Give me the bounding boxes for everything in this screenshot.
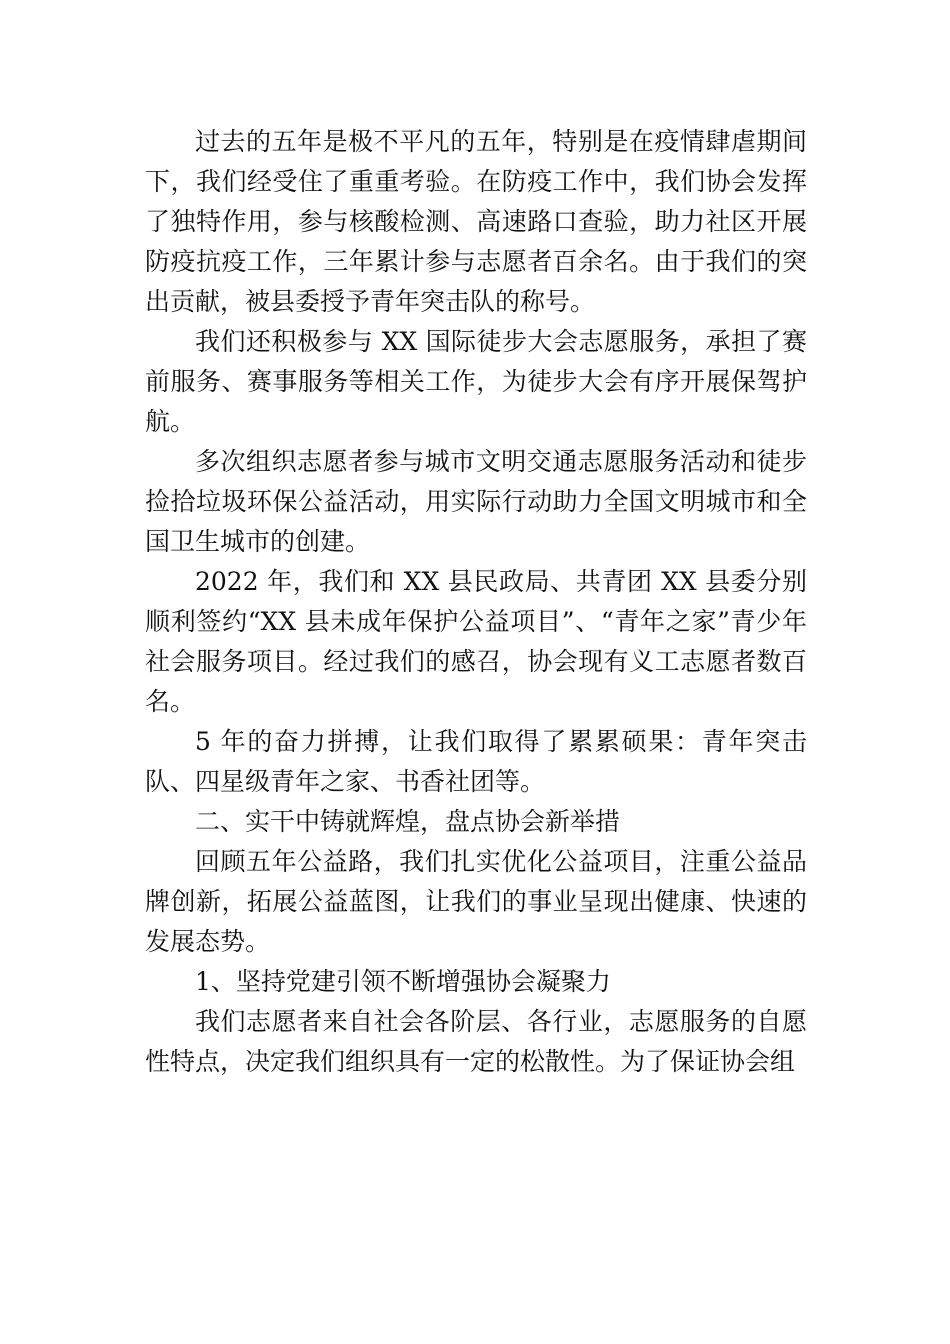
paragraph-pandemic-contribution: 过去的五年是极不平凡的五年，特别是在疫情肆虐期间下，我们经受住了重重考验。在防疫工作中，我们协会发挥了独特作用，参与核酸检测、高速路口查验，助力社区开展防疫抗疫工作，三年累计参与志愿者百余名。由于我们的突出贡献，被县委授予青年突击队的称号。 xyxy=(145,127,807,316)
subheading-party-building: 1、坚持党建引领不断增强协会凝聚力 xyxy=(195,967,611,996)
paragraph-review: 回顾五年公益路，我们扎实优化公益项目，注重公益品牌创新，拓展公益蓝图，让我们的事业呈现出健康、快速的发展态势。 xyxy=(145,847,807,956)
paragraph-achievements: 5 年的奋力拼搏，让我们取得了累累硕果：青年突击队、四星级青年之家、书香社团等。 xyxy=(145,727,807,796)
paragraph-civilized-city: 多次组织志愿者参与城市文明交通志愿服务活动和徒步捡拾垃圾环保公益活动，用实际行动助力全国文明城市和全国卫生城市的创建。 xyxy=(145,447,807,556)
paragraph-volunteer-organization: 我们志愿者来自社会各阶层、各行业，志愿服务的自愿性特点，决定我们组织具有一定的松散性。为了保证协会组 xyxy=(145,1007,807,1076)
paragraph-hiking-volunteer: 我们还积极参与 XX 国际徒步大会志愿服务，承担了赛前服务、赛事服务等相关工作，为徒步大会有序开展保驾护航。 xyxy=(145,327,807,436)
paragraph-2022-projects: 2022 年，我们和 XX 县民政局、共青团 XX 县委分别顺利签约“XX 县未成年保护公益项目”、“青年之家”青少年社会服务项目。经过我们的感召，协会现有义工志愿者数百名。 xyxy=(145,567,807,716)
document-page xyxy=(145,122,807,1082)
section-heading-new-measures: 二、实干中铸就辉煌，盘点协会新举措 xyxy=(195,807,621,836)
